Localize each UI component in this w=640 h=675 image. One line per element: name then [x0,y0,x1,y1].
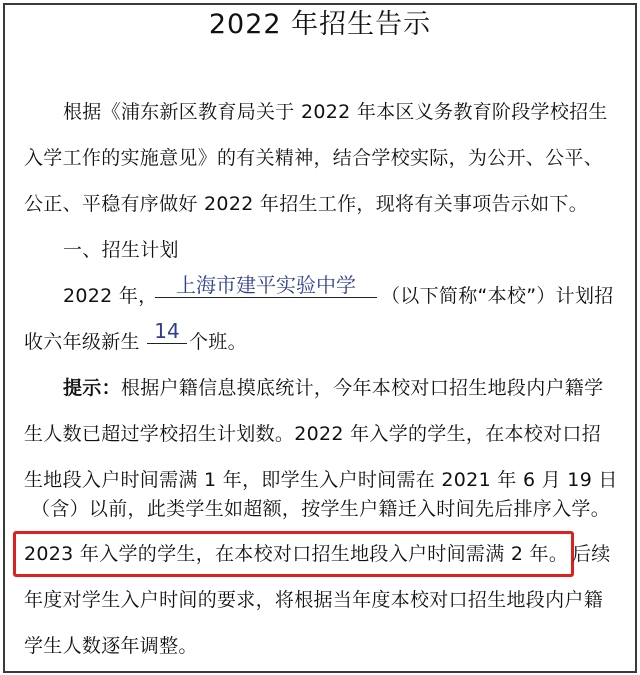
school-name-underline [155,297,377,298]
tip-line-1-text: 根据户籍信息摸底统计，今年本校对口招生地段内户籍学 [120,377,604,399]
tip-line-6: 年度对学生入户时间的要求，将根据当年度本校对口招生地段内户籍 [24,589,604,611]
plan-prefix: 2022 年， [63,285,158,307]
classes-prefix: 收六年级新生 [24,331,140,353]
class-count-underline [147,343,187,344]
tip-label: 提示： [63,377,121,399]
section-heading-enrollment-plan: 一、招生计划 [63,239,179,261]
tip-line-1 [63,375,603,401]
notice-title: 2022 年招生告示 [208,9,432,40]
school-name-fill: 上海市建平实验中学 [176,273,356,297]
tip-line-2: 生人数已超过学校招生计划数。2022 年入学的学生，在本校对口招 [24,423,601,445]
plan-suffix: （以下简称“本校”）计划招 [381,285,614,307]
classes-suffix: 个班。 [189,331,247,353]
tip-line-3: 生地段入户时间需满 1 年，即学生入户时间需在 2021 年 6 月 19 日 [24,469,618,491]
tip-highlight: 2023 年入学的学生，在本校对口招生地段入户时间需满 2 年。 [24,543,569,565]
intro-line-2: 入学工作的实施意见》的有关精神，结合学校实际，为公开、公平、 [24,147,604,169]
class-count-fill: 14 [154,319,180,343]
tip-line-4: （含）以前，此类学生如超额，按学生户籍迁入时间先后排序入学。 [31,498,611,520]
intro-line-3: 公正、平稳有序做好 2022 年招生工作，现将有关事项告示如下。 [24,193,589,215]
tip-line-5-end: 后续 [572,543,611,565]
tip-line-7: 学生人数逐年调整。 [24,635,198,657]
intro-line-1: 根据《浦东新区教育局关于 2022 年本区义务教育阶段学校招生 [63,101,608,123]
